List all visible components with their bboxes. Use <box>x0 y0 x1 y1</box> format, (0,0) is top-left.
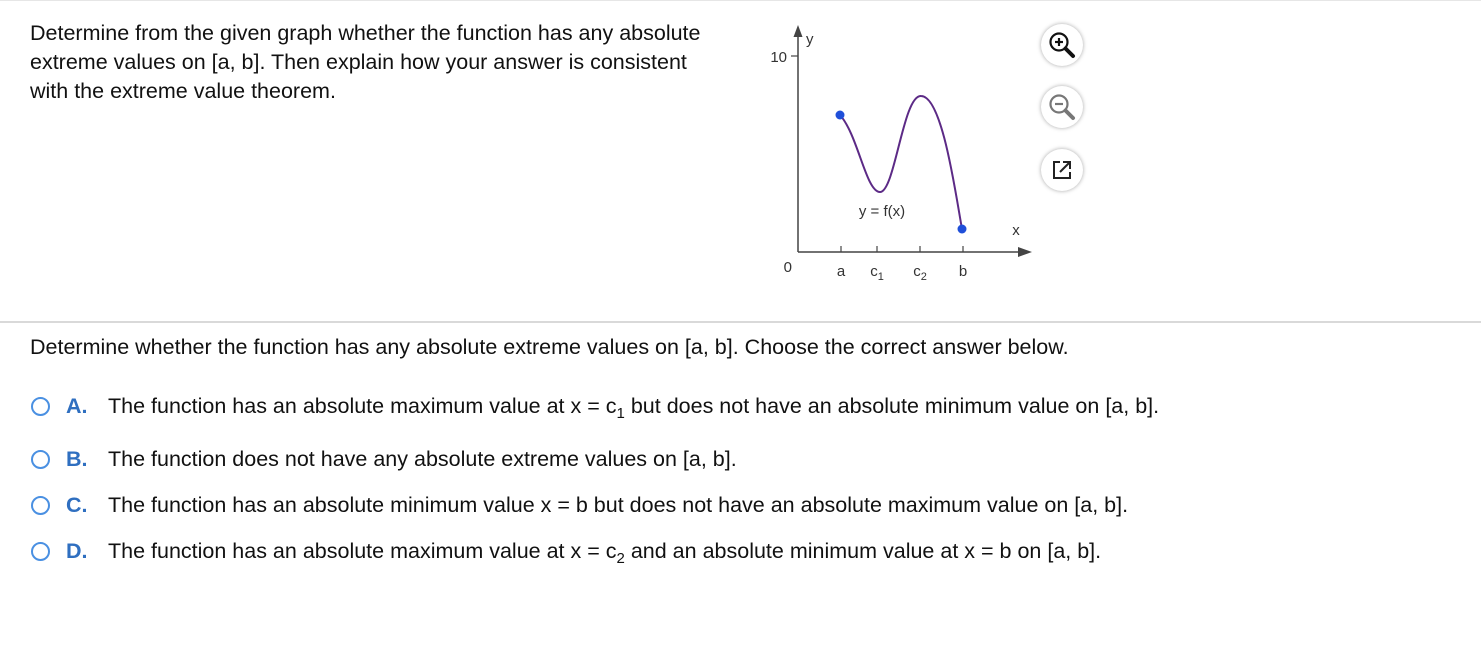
x-tick-label-c2: $c_2$ <box>913 263 927 283</box>
answer-prompt: Determine whether the function has any absolute extreme values on [a, b]. Choose the correct answer below. <box>30 335 1069 359</box>
x-tick-label-a: a <box>836 263 846 280</box>
top-rule <box>0 0 1481 1</box>
option-d[interactable] <box>31 533 1331 569</box>
y-tick-label: 10 <box>770 49 787 66</box>
option-a-letter: A. <box>66 393 88 418</box>
x-tick-label-b: b <box>958 263 968 280</box>
option-c-radio[interactable] <box>31 496 50 515</box>
option-c[interactable] <box>31 487 1331 523</box>
option-d-radio[interactable] <box>31 542 50 561</box>
option-d-letter: D. <box>66 538 88 563</box>
option-a[interactable] <box>31 388 1331 424</box>
x-tick-label-c1: $c_1$ <box>870 263 884 283</box>
option-d-text: The function has an absolute maximum value at $x = c_2$ and an absolute minimum value at x = b on [a, b]. <box>108 538 1102 567</box>
function-graph <box>740 20 1040 290</box>
zoom-in-icon <box>1047 30 1077 60</box>
option-c-letter: C. <box>66 492 88 517</box>
zoom-out-icon <box>1047 92 1077 122</box>
origin-label: 0 <box>783 259 792 276</box>
zoom-in-button[interactable] <box>1041 24 1083 66</box>
option-b-letter: B. <box>66 446 88 471</box>
y-axis-arrow <box>794 25 803 37</box>
option-a-radio[interactable] <box>31 397 50 416</box>
option-a-text: The function has an absolute maximum value at $x = c_1$ but does not have an absolute minimum value on [a, b]. <box>108 393 1160 422</box>
option-b-radio[interactable] <box>31 450 50 469</box>
option-b[interactable] <box>31 441 1331 477</box>
x-axis-arrow <box>1018 247 1032 257</box>
y-axis-label: y <box>806 31 814 48</box>
popout-button[interactable] <box>1041 149 1083 191</box>
endpoint-a <box>836 111 845 120</box>
external-link-icon <box>1049 157 1075 183</box>
x-axis-label: x <box>1012 222 1020 239</box>
zoom-out-button[interactable] <box>1041 86 1083 128</box>
endpoint-b <box>958 225 967 234</box>
curve-label: y = f(x) <box>858 203 906 220</box>
option-b-text: The function does not have any absolute extreme values on [a, b]. <box>108 446 737 471</box>
option-c-text: The function has an absolute minimum value x = b but does not have an absolute maximum value on [a, b]. <box>108 492 1129 517</box>
section-divider <box>0 321 1481 323</box>
question-text: Determine from the given graph whether the function has any absolute extreme values on [a, b]. Then explain how your answer is consistent with the extreme value theorem. <box>30 21 701 103</box>
